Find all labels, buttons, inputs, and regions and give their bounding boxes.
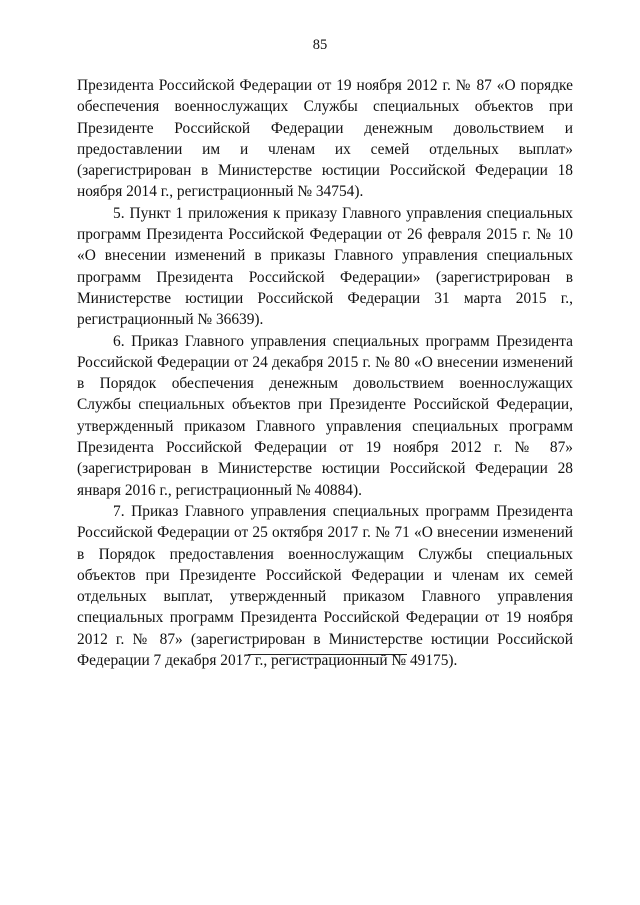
paragraph-continuation: Президента Российской Федерации от 19 ноября 2012 г. № 87 «О порядке обеспечения военнослужащих Службы специальных объектов при Президенте Российской Федерации денежным довольствием и предоставлении им и членам их семей отдельных выплат» (зарегистрирован в Министерстве юстиции Российской Федерации 18 ноября 2014 г., регистрационный № 34754). [77,77,573,201]
paragraph-item-6: 6. Приказ Главного управления специальных программ Президента Российской Федерации от 24 декабря 2015 г. № 80 «О внесении изменений в Порядок обеспечения денежным довольствием военнослужащих Службы специальных объектов при Президенте Российской Федерации, утвержденный приказом Главного управления специальных программ Президента Российской Федерации от 19 ноября 2012 г. № 87» (зарегистрирован в Министерстве юстиции Российской Федерации 28 января 2016 г., регистрационный № 40884). [77,332,573,499]
document-body [77,75,573,671]
end-separator-line [248,654,407,655]
page-number: 85 [312,37,328,53]
paragraph-item-7: 7. Приказ Главного управления специальных программ Президента Российской Федерации от 25 октября 2017 г. № 71 «О внесении изменений в Порядок предоставления военнослужащим Службы специальных объектов при Президенте Российской Федерации и членам их семей отдельных выплат, утвержденный приказом Главного управления специальных программ Президента Российской Федерации от 19 ноября 2012 г. № 87» (зарегистрирован в Министерстве юстиции Российской Федерации 7 декабря 2017 г., регистрационный № 49175). [77,502,573,670]
paragraph-item-5: 5. Пункт 1 приложения к приказу Главного управления специальных программ Президента Российской Федерации от 26 февраля 2015 г. № 10 «О внесении изменений в приказы Главного управления специальных программ Президента Российской Федерации» (зарегистрирован в Министерстве юстиции Российской Федерации 31 марта 2015 г., регистрационный № 36639). [77,204,573,329]
